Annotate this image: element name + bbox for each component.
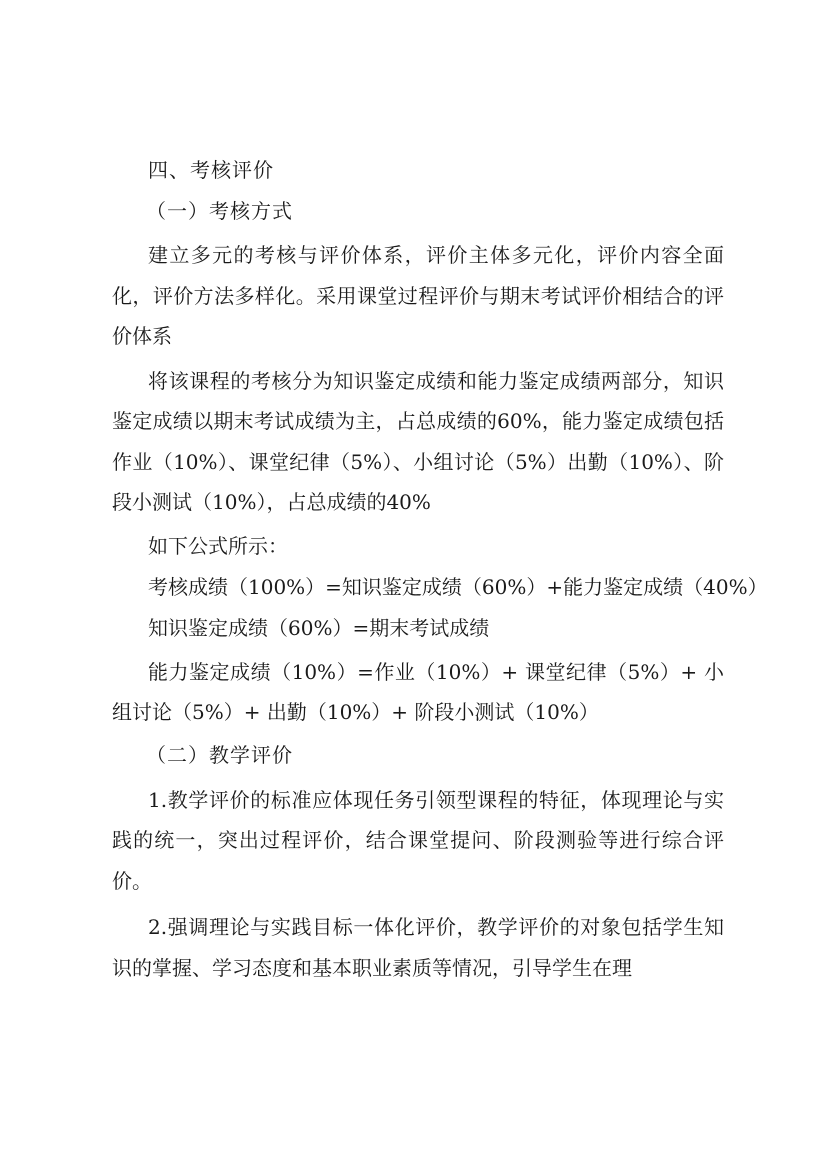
paragraph-evaluation-system: 建立多元的考核与评价体系，评价主体多元化，评价内容全面化，评价方法多样化。采用课堂过程评价与期末考试评价相结合的评价体系 [112, 243, 724, 348]
formula-total-grade: 考核成绩（100%）=知识鉴定成绩（60%）+能力鉴定成绩（40%） [148, 574, 768, 599]
subsection-heading-teaching-evaluation: （二）教学评价 [146, 742, 293, 767]
formula-intro: 如下公式所示： [148, 533, 288, 558]
formula-knowledge-grade: 知识鉴定成绩（60%）=期末考试成绩 [148, 615, 490, 640]
paragraph-grade-composition: 将该课程的考核分为知识鉴定成绩和能力鉴定成绩两部分，知识鉴定成绩以期末考试成绩为主，占总成绩的60%，能力鉴定成绩包括作业（10%）、课堂纪律（5%）、小组讨论（5%）出勤（10%）、阶段小测试（10%），占总成绩的40% [112, 368, 724, 514]
list-item-evaluation-standard: 1.教学评价的标准应体现任务引领型课程的特征，体现理论与实践的统一，突出过程评价，结合课堂提问、阶段测验等进行综合评价。 [112, 787, 724, 893]
list-item-integrated-evaluation: 2.强调理论与实践目标一体化评价，教学评价的对象包括学生知识的掌握、学习态度和基本职业素质等情况，引导学生在理 [112, 915, 724, 980]
formula-ability-grade: 能力鉴定成绩（10%）=作业（10%）+ 课堂纪律（5%）+ 小组讨论（5%）+ 出勤（10%）+ 阶段小测试（10%） [112, 659, 724, 724]
document-body [112, 150, 768, 988]
section-heading: 四、考核评价 [148, 158, 274, 182]
subsection-heading-assessment-method: （一）考核方式 [146, 199, 293, 223]
